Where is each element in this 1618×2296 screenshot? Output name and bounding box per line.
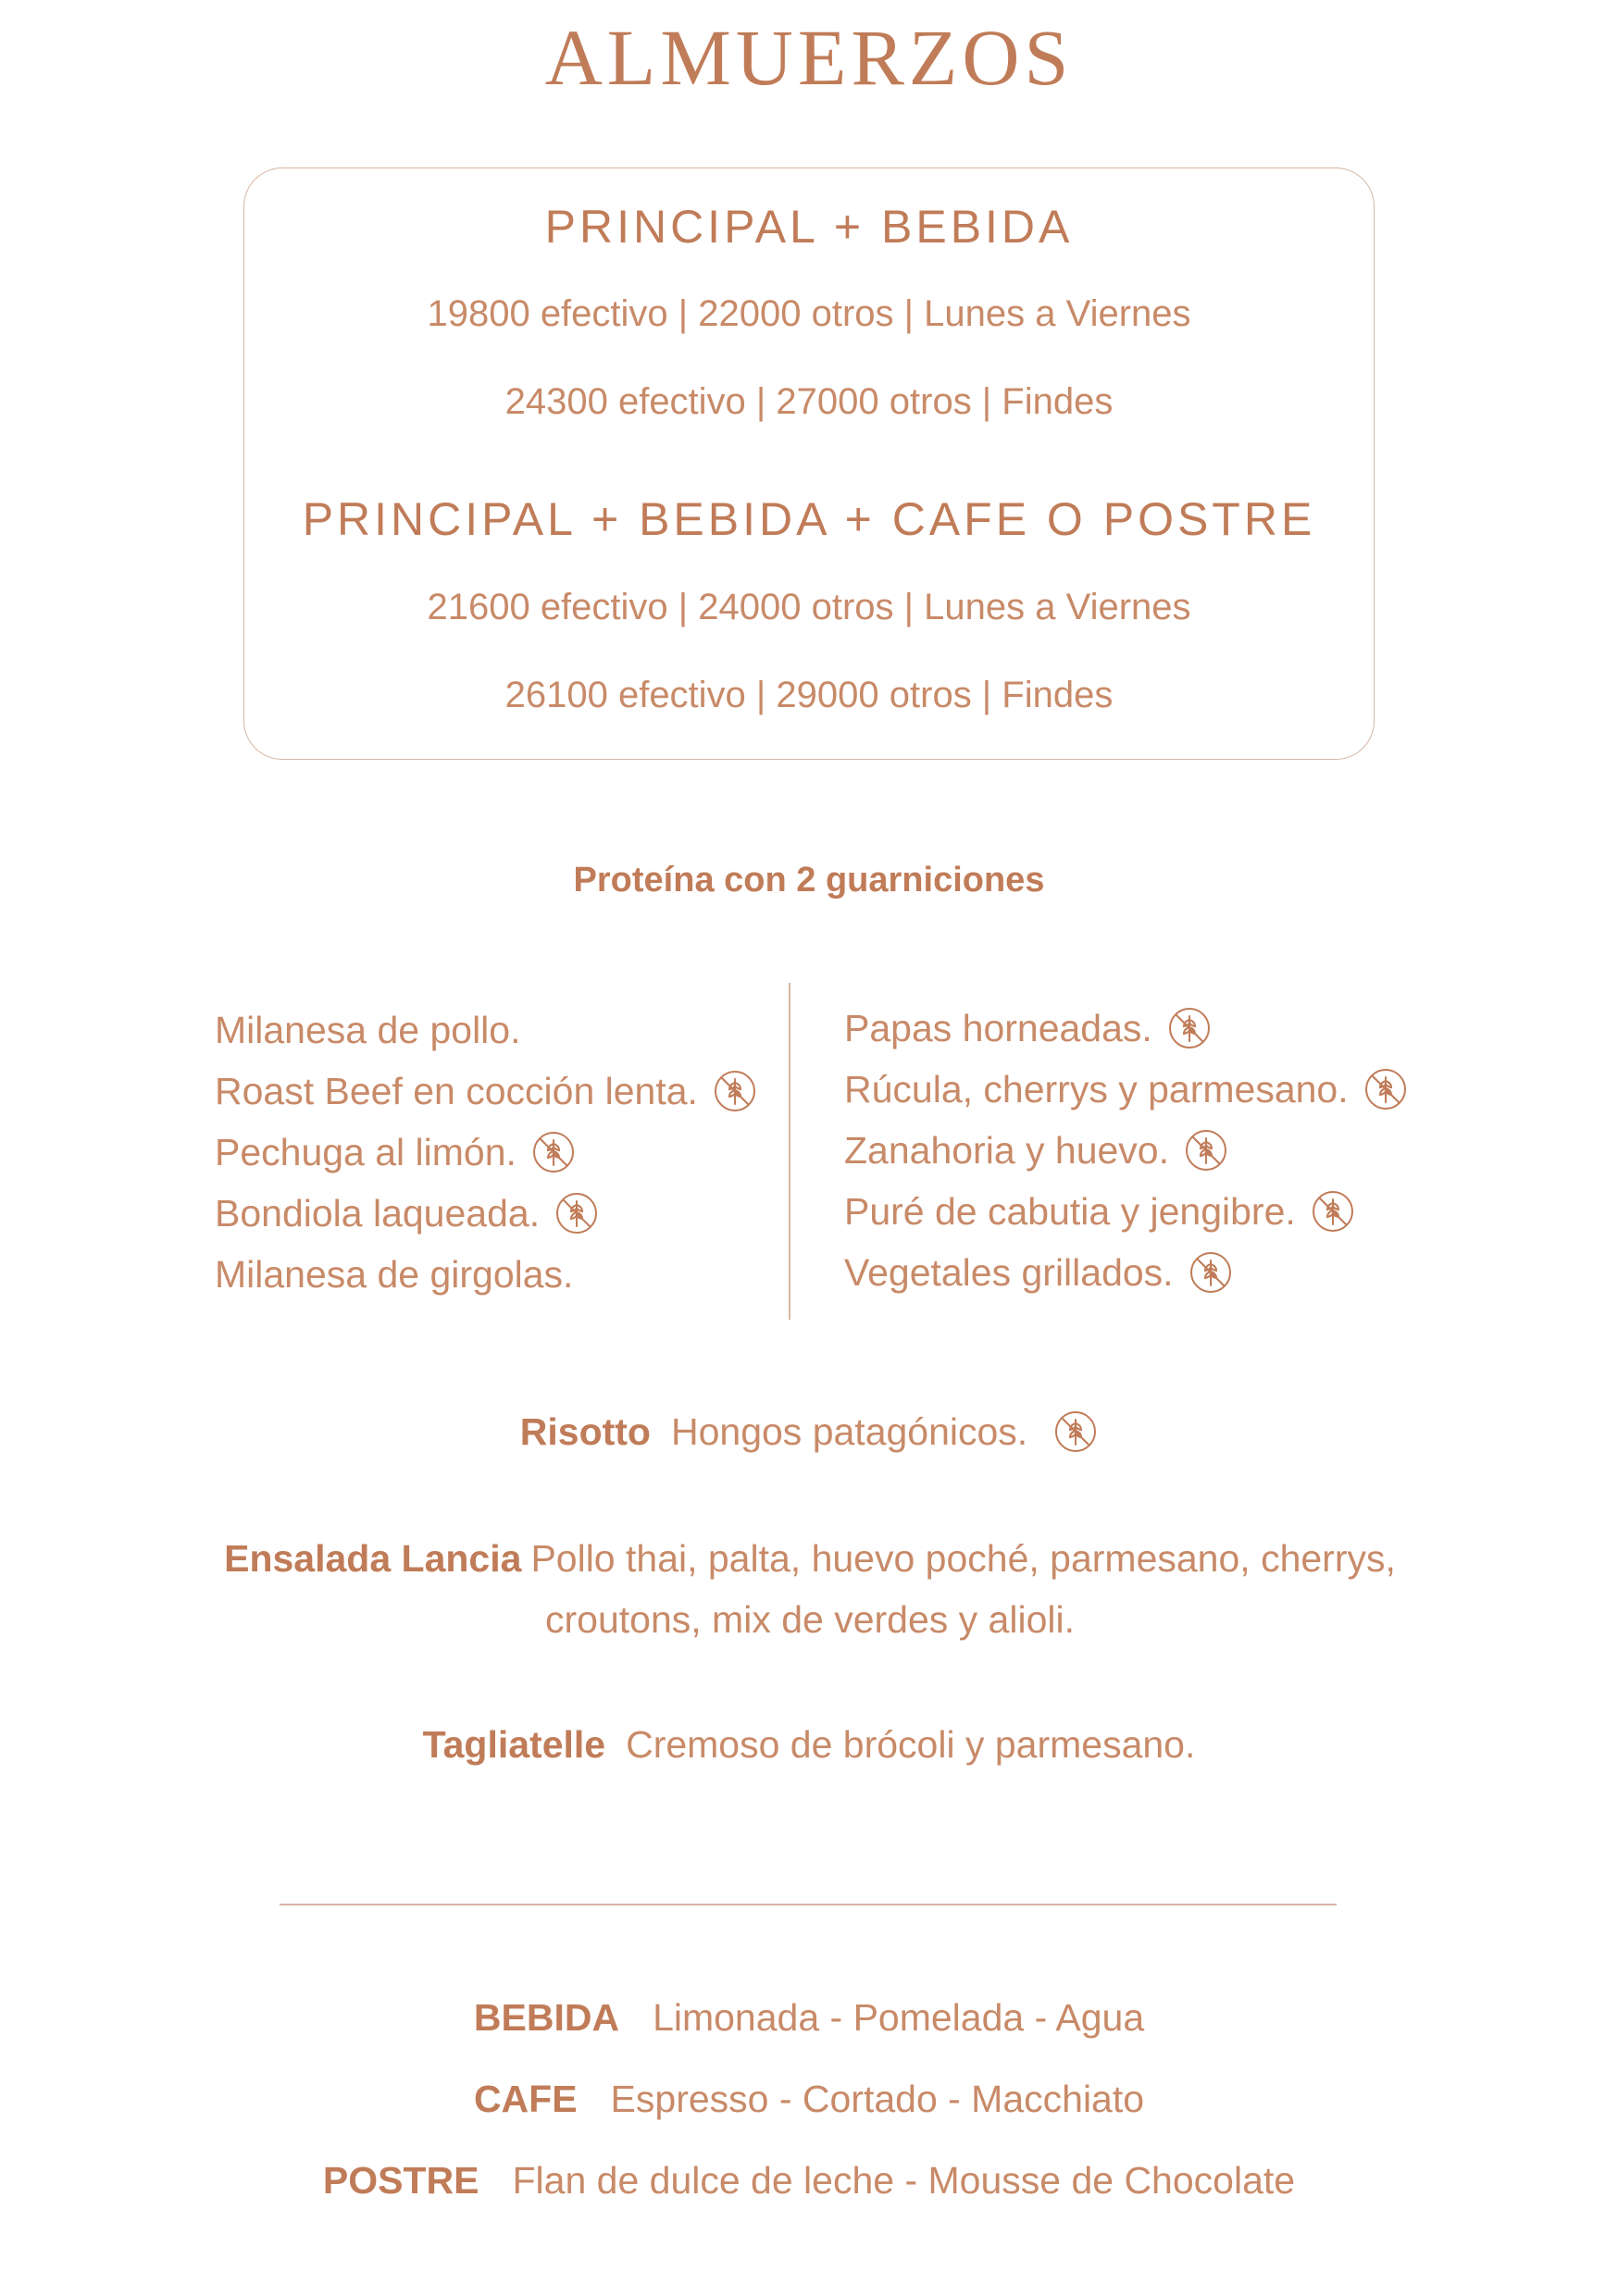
extra-bebida — [0, 1996, 1618, 2040]
list-item — [215, 1244, 757, 1305]
extra-cafe — [0, 2078, 1618, 2121]
price-box — [243, 168, 1375, 760]
list-item — [844, 998, 1408, 1059]
gluten-free-icon — [1189, 1250, 1233, 1295]
gluten-free-icon — [1311, 1189, 1355, 1234]
price-heading-main-drink: PRINCIPAL + BEBIDA — [544, 201, 1074, 253]
protein-label: Milanesa de pollo. — [215, 1009, 521, 1051]
list-item — [844, 1242, 1408, 1303]
side-label: Vegetales grillados. — [844, 1251, 1174, 1294]
gluten-free-icon — [1167, 1006, 1212, 1050]
dish-description: Pollo thai, palta, huevo poché, parmesano, cherrys, croutons, mix de verdes y alioli. — [530, 1537, 1396, 1641]
dish-tagliatelle — [0, 1714, 1618, 1775]
list-item — [215, 999, 757, 1061]
protein-label: Pechuga al limón. — [215, 1131, 517, 1173]
extra-options: Espresso - Cortado - Macchiato — [610, 2078, 1145, 2120]
gluten-free-icon — [1053, 1409, 1098, 1454]
page-title: ALMUERZOS — [544, 13, 1074, 102]
price-line-weekday-2: 21600 efectivo | 24000 otros | Lunes a Viernes — [427, 587, 1191, 627]
price-heading-main-drink-coffee-dessert: PRINCIPAL + BEBIDA + CAFE O POSTRE — [302, 493, 1316, 545]
list-item — [844, 1181, 1408, 1242]
extra-label: BEBIDA — [473, 1996, 620, 2039]
list-item — [215, 1183, 757, 1244]
side-label: Rúcula, cherrys y parmesano. — [844, 1068, 1349, 1111]
column-divider — [789, 983, 790, 1320]
sides-list — [844, 998, 1408, 1303]
dish-name: Risotto — [519, 1410, 651, 1453]
price-line-weekend-1: 24300 efectivo | 27000 otros | Findes — [504, 381, 1114, 422]
protein-label: Bondiola laqueada. — [215, 1192, 541, 1235]
list-item — [215, 1061, 757, 1122]
extra-label: CAFE — [473, 2078, 578, 2120]
price-line-weekend-2: 26100 efectivo | 29000 otros | Findes — [504, 675, 1114, 715]
dish-name: Ensalada Lancia — [224, 1537, 522, 1580]
list-item — [844, 1059, 1408, 1120]
price-line-weekday-1: 19800 efectivo | 22000 otros | Lunes a Viernes — [427, 293, 1191, 334]
gluten-free-icon — [531, 1130, 576, 1174]
extra-label: POSTRE — [322, 2159, 479, 2202]
gluten-free-icon — [1363, 1067, 1408, 1111]
extra-postre — [0, 2159, 1618, 2203]
gluten-free-icon — [554, 1191, 599, 1235]
list-item — [844, 1120, 1408, 1181]
gluten-free-icon — [1184, 1128, 1228, 1173]
side-label: Papas horneadas. — [844, 1007, 1152, 1049]
extra-options: Limonada - Pomelada - Agua — [653, 1996, 1145, 2039]
side-label: Puré de cabutia y jengibre. — [844, 1190, 1296, 1233]
section-subheading: Proteína con 2 guarniciones — [573, 861, 1045, 900]
protein-label: Milanesa de girgolas. — [215, 1253, 574, 1296]
dish-ensalada — [213, 1528, 1407, 1650]
protein-list — [215, 999, 757, 1305]
extra-options: Flan de dulce de leche - Mousse de Chocolate — [512, 2159, 1296, 2202]
protein-label: Roast Beef en cocción lenta. — [215, 1070, 698, 1112]
dish-description: Hongos patagónicos. — [670, 1410, 1028, 1453]
section-divider — [280, 1904, 1337, 1905]
gluten-free-icon — [713, 1069, 757, 1113]
dish-name: Tagliatelle — [422, 1723, 606, 1766]
dish-risotto — [0, 1401, 1618, 1462]
list-item — [215, 1122, 757, 1183]
dish-description: Cremoso de brócoli y parmesano. — [626, 1723, 1196, 1766]
side-label: Zanahoria y huevo. — [844, 1129, 1170, 1172]
